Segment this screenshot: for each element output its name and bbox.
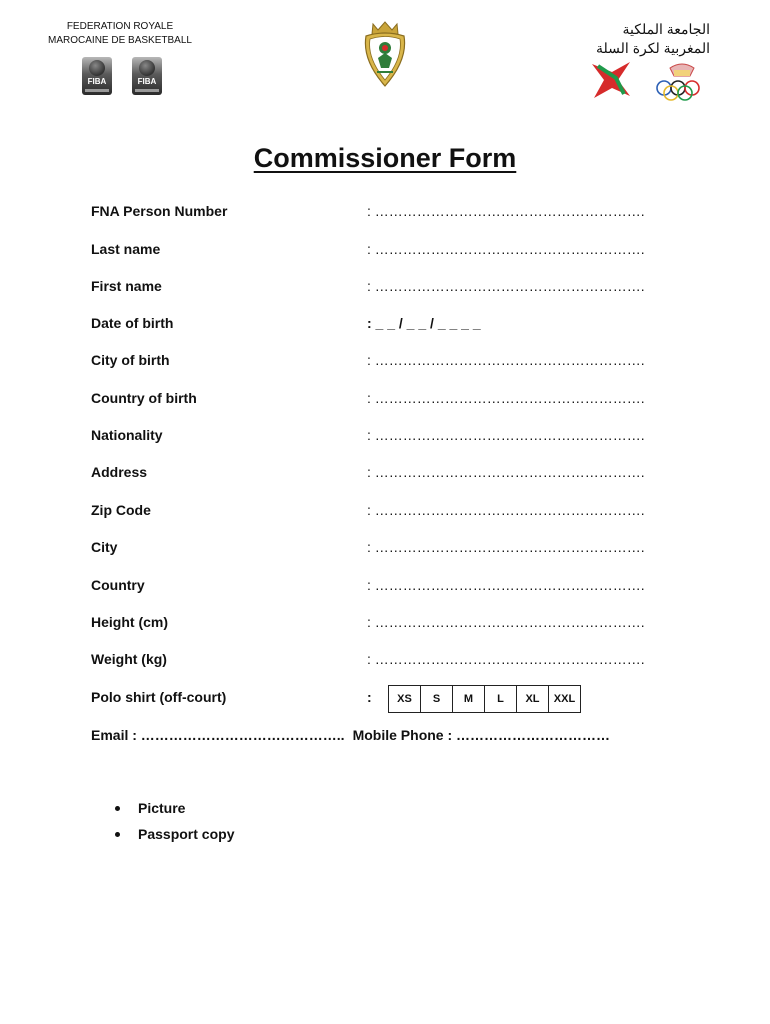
- federation-name-line-2: MAROCAINE DE BASKETBALL: [48, 35, 192, 46]
- field-input-line[interactable]: : ………………………………………………….: [367, 241, 645, 257]
- field-label: Country of birth: [91, 390, 197, 406]
- field-label: Polo shirt (off-court): [91, 689, 227, 705]
- polo-size-options: [389, 685, 581, 713]
- fiba-logo: [82, 57, 112, 95]
- basketball-icon: [89, 60, 105, 76]
- attachment-picture: Picture: [138, 800, 186, 816]
- fiba-logo: [132, 57, 162, 95]
- field-input-line[interactable]: : ………………………………………………….: [367, 390, 645, 406]
- field-input-line[interactable]: : ………………………………………………….: [367, 651, 645, 667]
- field-input-line[interactable]: : ………………………………………………….: [367, 352, 645, 368]
- attachment-passport-copy: Passport copy: [138, 826, 235, 842]
- federation-crest-icon: [358, 20, 412, 90]
- size-option-s[interactable]: S: [420, 685, 453, 713]
- fiba-logo-text: FIBA: [87, 77, 107, 86]
- federation-name-arabic-line-1: الجامعة الملكية: [622, 21, 710, 37]
- fiba-logo-bar: [85, 89, 109, 92]
- contact-row: [91, 727, 610, 743]
- federation-name-line-1: FEDERATION ROYALE: [66, 21, 174, 32]
- basketball-icon: [139, 60, 155, 76]
- field-input-line[interactable]: : ………………………………………………….: [367, 427, 645, 443]
- bullet-icon: [115, 806, 120, 811]
- field-label: Height (cm): [91, 614, 168, 630]
- field-label: Nationality: [91, 427, 163, 443]
- federation-name-french: [40, 20, 200, 48]
- field-label: FNA Person Number: [91, 203, 228, 219]
- field-input-line[interactable]: : ………………………………………………….: [367, 278, 645, 294]
- page-title: Commissioner Form: [253, 143, 517, 173]
- field-label: Last name: [91, 241, 161, 257]
- field-label: City of birth: [91, 352, 170, 368]
- size-option-xs[interactable]: XS: [388, 685, 421, 713]
- field-label: Date of birth: [91, 315, 174, 331]
- size-option-l[interactable]: L: [484, 685, 517, 713]
- field-input-line[interactable]: : ………………………………………………….: [367, 614, 645, 630]
- fiba-logos: [82, 57, 162, 95]
- mobile-phone-field[interactable]: Mobile Phone : ……………………………: [352, 727, 611, 743]
- field-input-line[interactable]: : ………………………………………………….: [367, 577, 645, 593]
- field-label: Zip Code: [91, 502, 151, 518]
- field-colon: :: [367, 689, 372, 705]
- fiba-logo-text: FIBA: [137, 77, 157, 86]
- field-label: City: [91, 539, 118, 555]
- field-input-line[interactable]: : ………………………………………………….: [367, 539, 645, 555]
- size-option-xxl[interactable]: XXL: [548, 685, 581, 713]
- morocco-olympic-logo: [590, 58, 720, 102]
- field-label: Weight (kg): [91, 651, 167, 667]
- date-input-line[interactable]: : _ _ / _ _ / _ _ _ _: [367, 315, 481, 331]
- field-input-line[interactable]: : ………………………………………………….: [367, 464, 645, 480]
- field-input-line[interactable]: : ………………………………………………….: [367, 203, 645, 219]
- field-input-line[interactable]: : ………………………………………………….: [367, 502, 645, 518]
- fiba-logo-bar: [135, 89, 159, 92]
- field-label: Country: [91, 577, 145, 593]
- email-field[interactable]: Email : ……………………………………..: [91, 727, 345, 743]
- field-label: Address: [91, 464, 148, 480]
- federation-name-arabic-line-2: المغربية لكرة السلة: [596, 40, 710, 56]
- size-option-xl[interactable]: XL: [516, 685, 549, 713]
- field-label: First name: [91, 278, 162, 294]
- size-option-m[interactable]: M: [452, 685, 485, 713]
- bullet-icon: [115, 832, 120, 837]
- federation-name-arabic: [560, 20, 710, 58]
